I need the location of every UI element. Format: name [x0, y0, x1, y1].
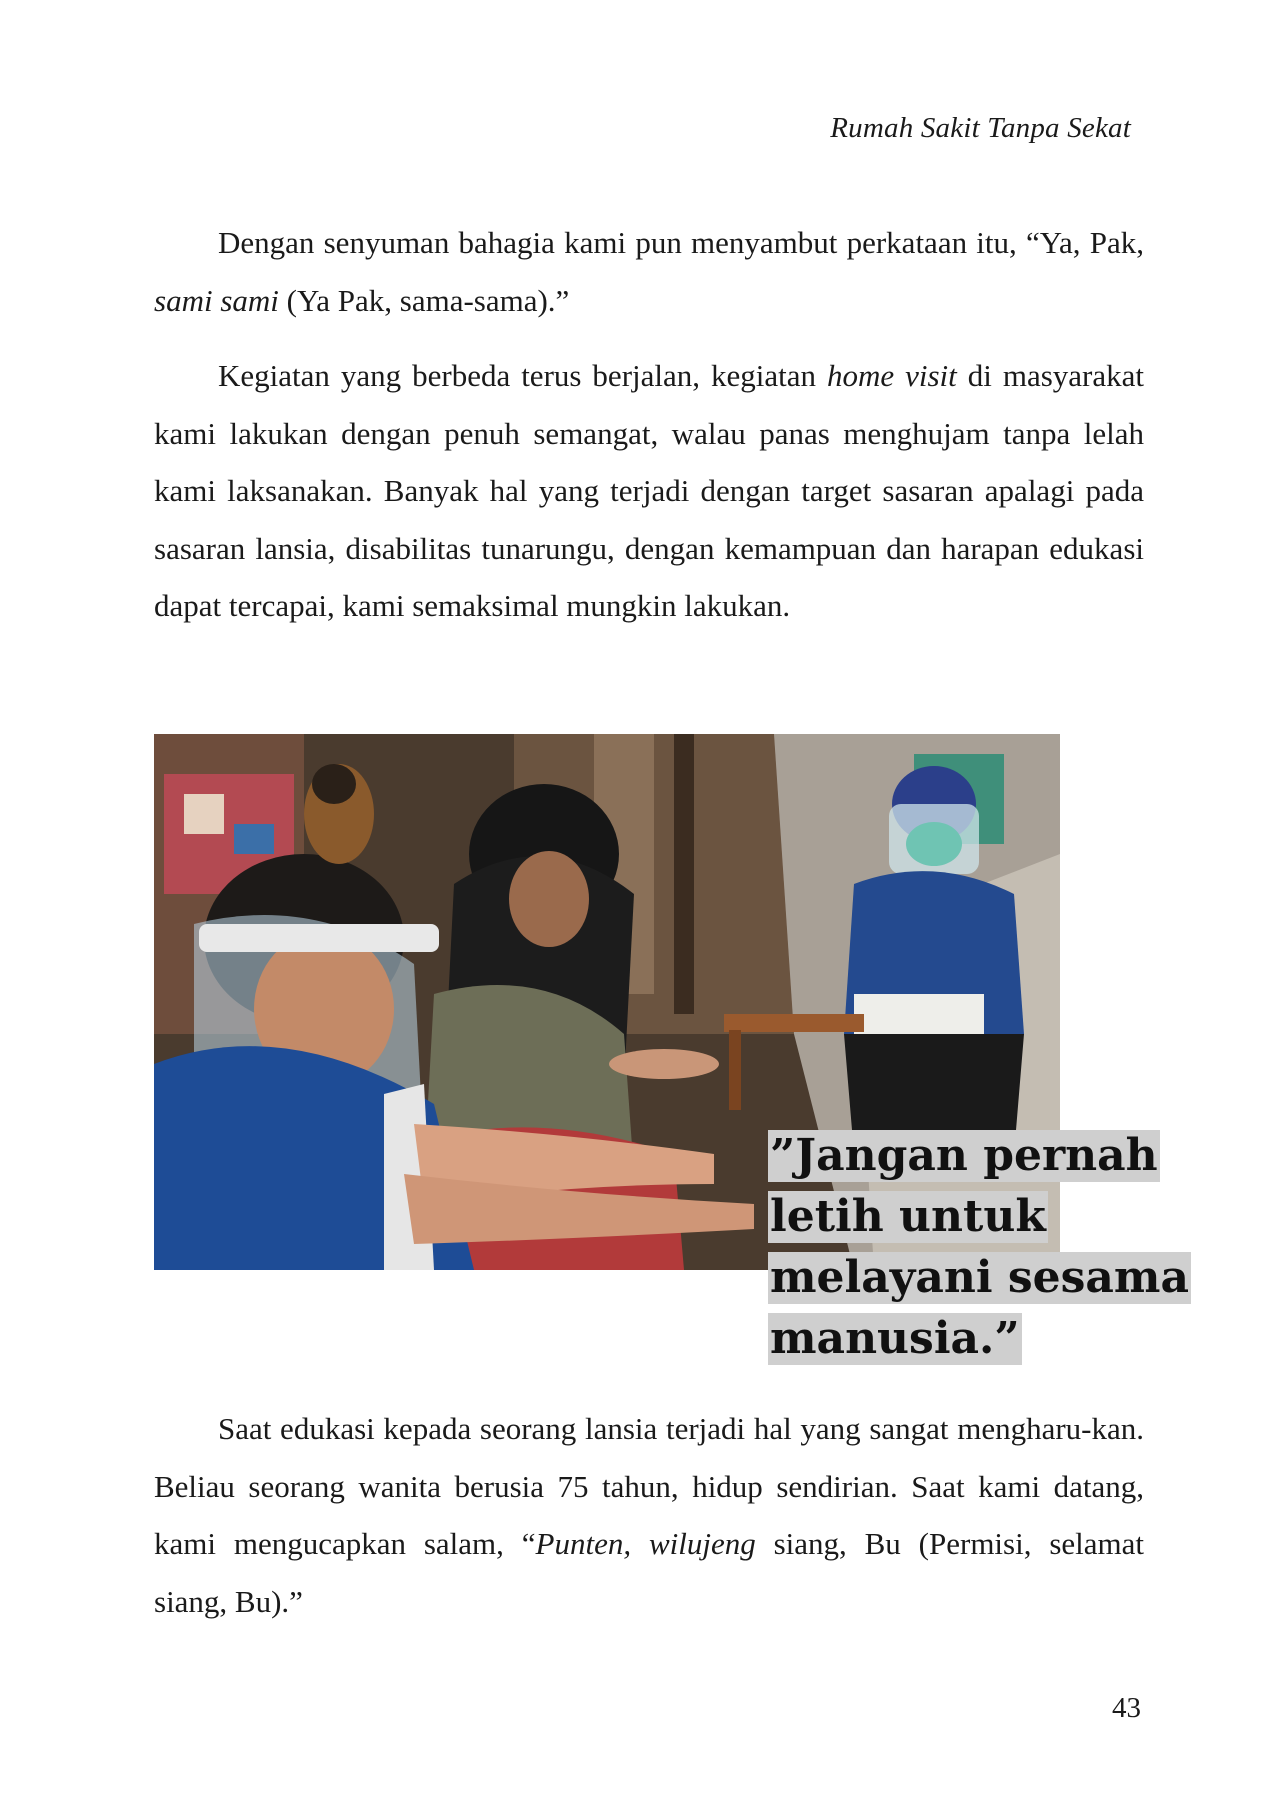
paragraph-1: Dengan senyuman bahagia kami pun menyambut perkataan itu, “Ya, Pak, sami sami (Ya Pak, sama-sama).” [154, 225, 1144, 318]
pull-quote-line-1: ”Jangan pernah [770, 1130, 1158, 1181]
pull-quote-line-2: letih untuk [770, 1191, 1046, 1242]
pull-quote-line-3: melayani sesama [770, 1252, 1189, 1303]
paragraph-2: Kegiatan yang berbeda terus berjalan, kegiatan home visit di masyarakat kami lakukan dengan penuh semangat, walau panas menghujam tanpa lelah kami laksanakan. Banyak hal yang terjadi dengan target sasaran apalagi pada sasaran lansia, disabilitas tunarungu, dengan kemampuan dan harapan edukasi dapat tercapai, kami semaksimal mungkin lakukan. [154, 358, 1145, 623]
pull-quote [768, 1127, 1189, 1371]
paragraph-3: Saat edukasi kepada seorang lansia terjadi hal yang sangat mengharu-kan. Beliau seorang wanita berusia 75 tahun, hidup sendirian. Saat kami datang, kami mengucapkan salam, “Punten, wilujeng siang, Bu (Permisi, selamat siang, Bu).” [154, 1411, 1145, 1619]
pull-quote-line-4: manusia.” [770, 1313, 1020, 1364]
page-number: 43 [1112, 1692, 1141, 1724]
running-header: Rumah Sakit Tanpa Sekat [830, 112, 1131, 144]
